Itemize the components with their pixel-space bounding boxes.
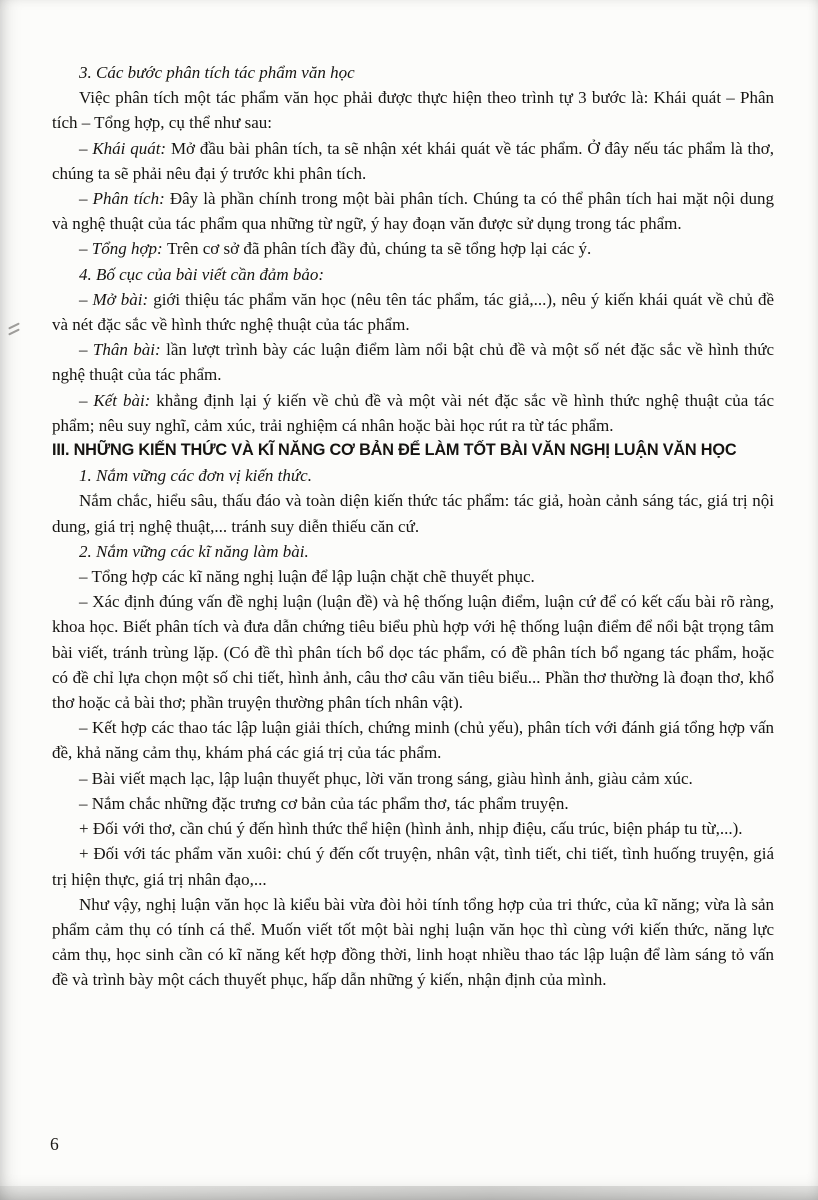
paragraph xyxy=(52,236,774,261)
paragraph xyxy=(52,337,774,387)
scan-bottom-shadow xyxy=(0,1186,818,1200)
text-run: + Đối với tác phẩm văn xuôi: chú ý đến cốt truyện, nhân vật, tình tiết, chi tiết, tình huống truyện, giá trị hiện thực, giá trị nhân đạo,... xyxy=(52,844,774,889)
text-run: III. NHỮNG KIẾN THỨC VÀ KĨ NĂNG CƠ BẢN ĐỂ LÀM TỐT BÀI VĂN NGHỊ LUẬN VĂN HỌC xyxy=(52,441,737,460)
text-run: 4. Bố cục của bài viết cần đảm bảo: xyxy=(79,264,325,284)
paragraph xyxy=(52,589,774,715)
text-run: – Nắm chắc những đặc trưng cơ bản của tác phẩm thơ, tác phẩm truyện. xyxy=(79,793,569,813)
text-run: – Khái quát: xyxy=(79,138,171,158)
text-run: 3. Các bước phân tích tác phẩm văn học xyxy=(79,63,355,82)
text-run: – Bài viết mạch lạc, lập luận thuyết phục, lời văn trong sáng, giàu hình ảnh, giàu cảm xúc. xyxy=(79,768,693,788)
paragraph xyxy=(52,287,774,337)
paragraph xyxy=(52,892,774,993)
subheading xyxy=(52,539,774,564)
paragraph xyxy=(52,136,774,186)
text-run: khẳng định lại ý kiến về chủ đề và một vài nét đặc sắc về hình thức nghệ thuật của tác phẩm; nêu suy nghĩ, cảm xúc, trải nghiệm cá nhân hoặc bài học rút ra từ tác phẩm. xyxy=(52,390,774,435)
text-run: + Đối với thơ, cần chú ý đến hình thức thể hiện (hình ảnh, nhịp điệu, cấu trúc, biện pháp tu từ,...). xyxy=(79,819,743,839)
paragraph xyxy=(52,564,774,589)
section-heading xyxy=(52,438,774,463)
text-run: Mở đầu bài phân tích, ta sẽ nhận xét khái quát về tác phẩm. Ở đây nếu tác phẩm là thơ, chúng ta sẽ phải nêu đại ý trước khi phân tích. xyxy=(52,138,775,183)
paragraph xyxy=(52,715,774,765)
paragraph xyxy=(52,766,774,791)
text-run: – Phân tích: xyxy=(79,189,170,209)
page-content xyxy=(52,60,774,993)
paragraph xyxy=(52,841,774,891)
paragraph xyxy=(52,816,774,841)
text-run: – Thân bài: xyxy=(79,340,167,360)
text-run: Trên cơ sở đã phân tích đầy đủ, chúng ta sẽ tổng hợp lại các ý. xyxy=(166,239,592,259)
text-run: – Tổng hợp các kĩ năng nghị luận để lập luận chặt chẽ thuyết phục. xyxy=(79,567,535,587)
text-run: – Tổng hợp: xyxy=(79,239,167,259)
subheading xyxy=(52,262,774,287)
text-run: Nắm chắc, hiểu sâu, thấu đáo và toàn diện kiến thức tác phẩm: tác giả, hoàn cảnh sáng tác, giá trị nội dung, giá trị nghệ thuật,... tránh suy diễn thiếu căn cứ. xyxy=(52,491,774,536)
paragraph xyxy=(52,186,774,236)
paragraph xyxy=(52,85,774,135)
paragraph xyxy=(52,791,774,816)
text-run: giới thiệu tác phẩm văn học (nêu tên tác phẩm, tác giả,...), nêu ý kiến khái quát về chủ đề và nét đặc sắc về hình thức nghệ thuật của tác phẩm. xyxy=(52,289,774,335)
text-run: Việc phân tích một tác phẩm văn học phải được thực hiện theo trình tự 3 bước là: Khái quát – Phân tích – Tổng hợp, cụ thể như sau: xyxy=(52,88,774,133)
paragraph xyxy=(52,488,774,538)
page-number: 6 xyxy=(50,1134,59,1154)
text-run: 2. Nắm vững các kĩ năng làm bài. xyxy=(79,541,309,561)
text-run: Như vậy, nghị luận văn học là kiểu bài vừa đòi hỏi tính tổng hợp của tri thức, của kĩ năng; vừa là sản phẩm cảm thụ có tính cá thể. Muốn viết tốt một bài nghị luận văn học thì cùng với kiến thức, năng lực cảm thụ, học sinh cần có kĩ năng kết hợp đồng thời, linh hoạt nhiều thao tác lập luận để làm sáng tỏ vấn đề và trình bày một cách thuyết phục, hấp dẫn những ý kiến, nhận định của mình. xyxy=(52,894,774,990)
subheading xyxy=(52,60,774,85)
scan-smudge-mark xyxy=(7,321,22,338)
text-run: – Mở bài: xyxy=(79,289,154,309)
subheading xyxy=(52,463,774,488)
paragraph xyxy=(52,388,774,438)
text-run: Đây là phần chính trong một bài phân tích. Chúng ta có thể phân tích hai mặt nội dung và nghệ thuật của tác phẩm qua những từ ngữ, ý hay đoạn văn được sử dụng trong tác phẩm. xyxy=(52,189,774,234)
text-run: 1. Nắm vững các đơn vị kiến thức. xyxy=(79,466,312,486)
text-run: – Xác định đúng vấn đề nghị luận (luận đề) và hệ thống luận điểm, luận cứ để có kết cấu bài rõ ràng, khoa học. Biết phân tích và đưa dẫn chứng tiêu biểu phù hợp với hệ thống luận điểm để nổi bật trọng tâm bài viết, tránh trùng lặp. (Có đề thì phân tích bổ dọc tác phẩm, có đề phân tích bổ ngang tác phẩm, hoặc có đề chỉ lựa chọn một số chi tiết, hình ảnh, câu thơ câu văn tiêu biểu... Phần thơ thường là đoạn thơ, khổ thơ hoặc cả bài thơ; phần truyện thường phân tích nhân vật). xyxy=(52,592,774,713)
text-run: lần lượt trình bày các luận điểm làm nổi bật chủ đề và một số nét đặc sắc về hình thức nghệ thuật của tác phẩm. xyxy=(52,340,774,385)
text-run: – Kết bài: xyxy=(79,390,157,410)
text-run: – Kết hợp các thao tác lập luận giải thích, chứng minh (chủ yếu), phân tích với đánh giá tổng hợp vấn đề, khả năng cảm thụ, khám phá các giá trị của tác phẩm. xyxy=(52,718,774,763)
